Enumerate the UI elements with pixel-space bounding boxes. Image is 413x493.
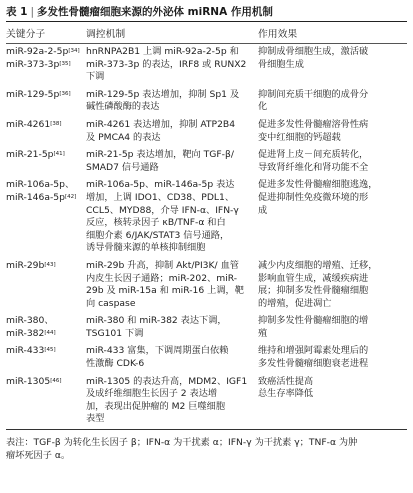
- reference-citation[interactable]: [38]: [50, 120, 62, 127]
- cell-key-molecule: [6, 147, 86, 177]
- cell-effect: 促进肾上皮－间充质转化， 导致肾纤维化和肾功能不全: [258, 149, 369, 173]
- cell-effect: 抑制间充质干细胞的成骨分 化: [258, 88, 369, 113]
- table-row: [6, 87, 407, 117]
- molecule-name: miR-373-3p: [6, 58, 60, 70]
- table-row: [6, 117, 407, 147]
- header-mechanism: 调控机制: [86, 22, 258, 44]
- molecule-name: miR-1305: [6, 375, 51, 387]
- reference-citation[interactable]: [44]: [44, 329, 56, 336]
- table-row: [6, 258, 407, 313]
- cell-effect: 维持和增强阿霉素处理后的 多发性骨髓瘤细胞衰老进程: [258, 345, 369, 370]
- table-label: 表 1: [6, 6, 28, 18]
- header-effect: 作用效果: [258, 22, 407, 44]
- molecule-name: miR-106a-5p、: [6, 179, 75, 191]
- cell-mechanism: miR-106a-5p、miR-146a-5p 表达 增加，上调 IDO1、CD38、PDL1、 CCL5、MYD88，介导 IFN-α、IFN-γ 反应，核转录因子 κB/TNF-α 和白 细胞介素 6/JAK/STAT3 信号通路， 诱导骨髓来源的单核抑制细胞: [86, 179, 239, 254]
- cell-key-molecule: [6, 258, 86, 313]
- reference-citation[interactable]: [45]: [44, 347, 56, 354]
- molecule-name: miR-433: [6, 345, 45, 357]
- reference-citation[interactable]: [36]: [59, 90, 71, 97]
- reference-citation[interactable]: [34]: [68, 48, 80, 54]
- cell-mechanism: hnRNPA2B1 上调 miR-92a-2-5p 和 miR-373-3p 的表达，IRF8 或 RUNX2 下调: [86, 46, 247, 83]
- molecule-name: miR-146a-5p: [6, 191, 65, 203]
- table-title: 多发性骨髓瘤细胞来源的外泌体 miRNA 作用机制: [37, 6, 273, 18]
- table-container: [6, 3, 407, 462]
- table-row: [6, 374, 407, 430]
- cell-mechanism: miR-21-5p 表达增加，靶向 TGF-β/ SMAD7 信号通路: [86, 149, 234, 173]
- table-note: 表注：TGF-β 为转化生长因子 β；IFN-α 为干扰素 α；IFN-γ 为干扰素 γ；TNF-α 为肿 瘤坏死因子 α。: [6, 437, 358, 462]
- table-header-row: [6, 22, 407, 44]
- cell-key-molecule: [6, 313, 86, 343]
- molecule-name: miR-21-5p: [6, 149, 54, 161]
- cell-key-molecule: [6, 374, 86, 430]
- cell-mechanism: miR-433 富集，下调周期蛋白依赖 性激酶 CDK-6: [86, 345, 229, 370]
- cell-key-molecule: [6, 44, 86, 87]
- molecule-name: miR-92a-2-5p: [6, 46, 69, 57]
- table-caption: [6, 3, 407, 21]
- cell-effect: 抑制成骨细胞生成，激活破 骨细胞生成: [258, 46, 369, 70]
- table-row: [6, 313, 407, 343]
- reference-citation[interactable]: [41]: [53, 151, 65, 158]
- cell-key-molecule: [6, 117, 86, 147]
- cell-key-molecule: [6, 343, 86, 373]
- reference-citation[interactable]: [42]: [65, 193, 77, 200]
- caption-separator: |: [30, 6, 35, 18]
- cell-effect: 致癌活性提高 总生存率降低: [258, 374, 407, 430]
- cell-mechanism: miR-129-5p 表达增加，抑制 Sp1 及 碱性磷酸酶的表达: [86, 88, 240, 113]
- cell-effect: 促进多发性骨髓瘤细胞逃逸， 促进抑制性免疫微环境的形 成: [258, 179, 378, 216]
- table-row: [6, 343, 407, 373]
- table-row: [6, 147, 407, 177]
- cell-effect: 减少内皮细胞的增殖、迁移， 影响血管生成，减缓疾病进 展；抑制多发性骨髓瘤细胞 的增殖，促进凋亡: [258, 259, 378, 309]
- cell-key-molecule: [6, 87, 86, 117]
- cell-key-molecule: [6, 177, 86, 258]
- reference-citation[interactable]: [46]: [50, 377, 62, 384]
- cell-effect: 促进多发性骨髓瘤溶骨性病 变中红细胞的钙超载: [258, 118, 369, 143]
- molecule-name: miR-29b: [6, 259, 45, 271]
- table-row: [6, 177, 407, 258]
- mechanism-table: [6, 22, 407, 430]
- molecule-name: miR-129-5p: [6, 88, 60, 100]
- cell-mechanism: miR-4261 表达增加，抑制 ATP2B4 及 PMCA4 的表达: [86, 118, 236, 143]
- cell-effect: 抑制多发性骨髓瘤细胞的增 殖: [258, 315, 369, 339]
- table-row: [6, 44, 407, 87]
- header-key-molecule: 关键分子: [6, 22, 86, 44]
- molecule-name: miR-380、: [6, 315, 54, 327]
- reference-citation[interactable]: [43]: [44, 261, 56, 268]
- cell-mechanism: miR-1305 的表达升高，MDM2、IGF1 及成纤维细胞生长因子 2 表达增 加，表现出促肿瘤的 M2 巨噬细胞 表型: [86, 374, 258, 430]
- cell-mechanism: miR-29b 升高，抑制 Akt/PI3K/ 血管 内皮生长因子通路；miR-202、miR- 29b 及 miR-15a 和 miR-16 上调，靶 向 caspase: [86, 259, 244, 309]
- molecule-name: miR-4261: [6, 118, 51, 130]
- reference-citation[interactable]: [35]: [59, 60, 71, 67]
- cell-mechanism: miR-380 和 miR-382 表达下调， TSG101 下调: [86, 315, 227, 339]
- molecule-name: miR-382: [6, 327, 45, 339]
